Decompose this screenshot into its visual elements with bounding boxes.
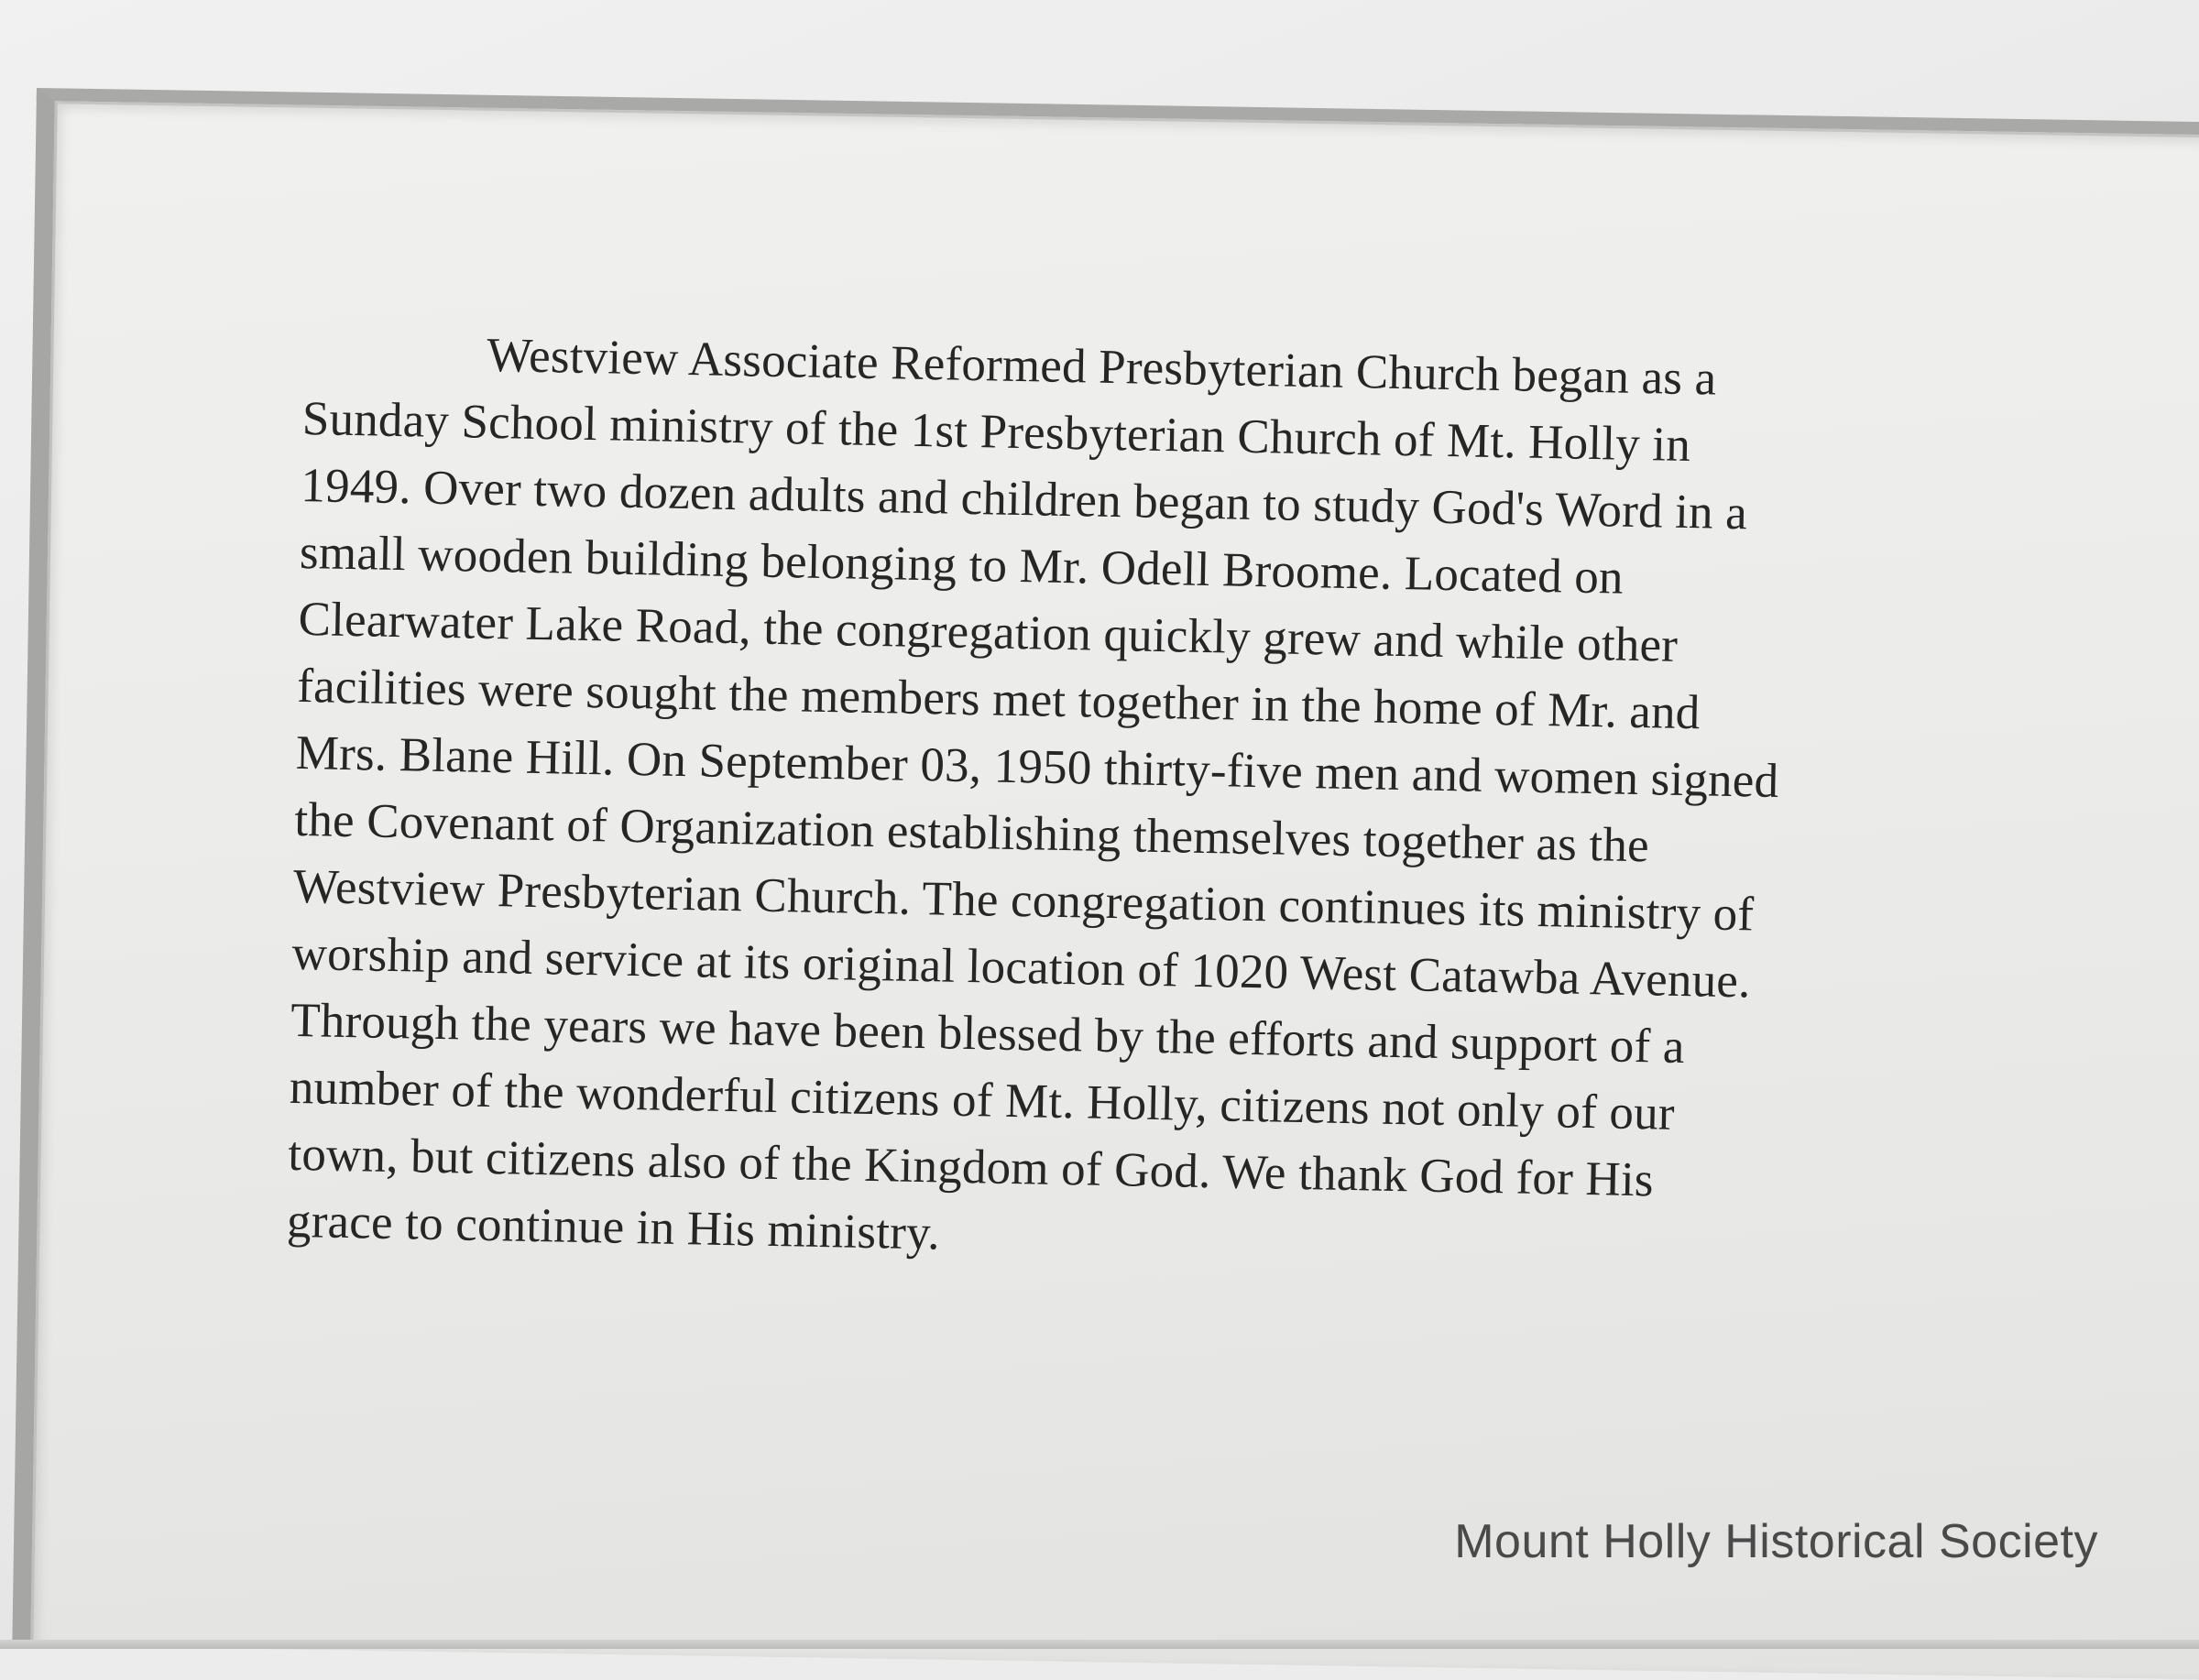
paragraph-line: number of the wonderful citizens of Mt. Holly, citizens not only of our [289,1060,1676,1140]
watermark-credit: Mount Holly Historical Society [1454,1515,2098,1568]
paragraph-line: the Covenant of Organization establishing themselves together as the [293,792,1650,873]
paragraph-line: facilities were sought the members met together in the home of Mr. and [296,659,1701,740]
paragraph-line: town, but citizens also of the Kingdom of God. We thank God for His [287,1127,1655,1207]
paragraph-line: 1949. Over two dozen adults and children began to study God's Word in a [300,458,1748,540]
paragraph-line: Westview Presbyterian Church. The congregation continues its ministry of [292,859,1755,942]
frame-bottom-edge [0,1640,2199,1649]
history-paragraph [286,319,2008,1288]
paragraph-line: grace to continue in His ministry. [286,1194,941,1260]
paragraph-line: Mrs. Blane Hill. On September 03, 1950 thirty-five men and women signed [295,725,1779,808]
paragraph-line: Through the years we have been blessed by the efforts and support of a [290,993,1686,1075]
paragraph-line: Sunday School ministry of the 1st Presbyterian Church of Mt. Holly in [301,391,1691,473]
paragraph-line: small wooden building belonging to Mr. Odell Broome. Located on [299,525,1625,605]
paragraph-line: worship and service at its original location of 1020 West Catawba Avenue. [291,926,1752,1009]
paragraph-line: Westview Associate Reformed Presbyterian Church began as a [486,328,1717,406]
paragraph-line: Clearwater Lake Road, the congregation quickly grew and while other [298,592,1679,672]
